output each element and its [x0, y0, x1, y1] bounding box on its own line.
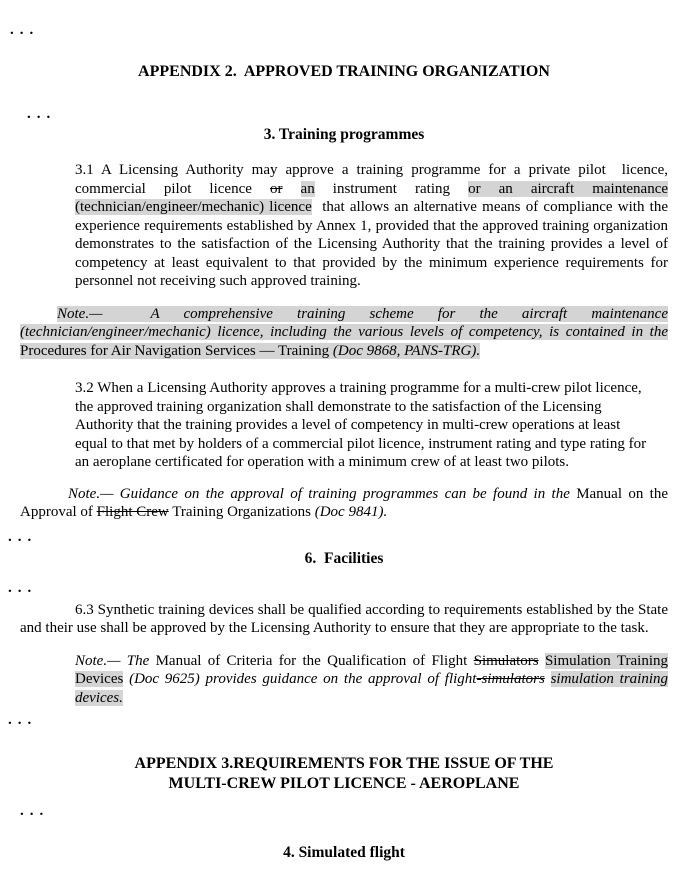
inserted-text-run: Simulation Training Devices — [75, 652, 668, 687]
paragraph-3-1 — [75, 161, 668, 291]
deleted-text-run: Simulators — [473, 652, 539, 669]
heading-simulated-flight: 4. Simulated flight — [283, 844, 405, 861]
text-run — [545, 671, 551, 687]
text-run: 3.1 A Licensing Authority may approve a training programme for a private pilot licence, commercial pilot licence — [75, 162, 668, 197]
deleted-text-run: or — [269, 180, 283, 197]
doc-title-run: Manual on the Approval of — [20, 485, 668, 520]
paragraph-3-2 — [75, 379, 654, 472]
note-text-run: (Doc 9625) provides guidance on the approval of flight — [123, 671, 477, 687]
heading-facilities: 6. Facilities — [304, 549, 384, 567]
inserted-text-run: simulation training devices. — [75, 671, 668, 706]
ellipsis-1: ... — [10, 22, 40, 38]
doc-ref-run: (Doc 9841). — [314, 504, 388, 520]
note-text-run: Note.— The — [75, 652, 156, 669]
ellipsis-5: ... — [8, 712, 38, 728]
note-3-2 — [20, 485, 668, 522]
note-text-run: Note.— A comprehensive training scheme for the aircraft maintenance (technician/engineer/mechanic) licence, including the various levels of competency, is contained in the — [20, 305, 668, 340]
deleted-text-run: Flight Crew — [96, 504, 169, 520]
text-run: 6.3 Synthetic training devices shall be qualified according to requirements established by the State and their use shall be approved by the Licensing Authority to ensure that they are appropriate to the task. — [20, 601, 668, 636]
doc-title-run: Procedures for Air Navigation Services — Training — [20, 342, 333, 359]
ellipsis-3: ... — [8, 528, 38, 545]
inserted-text-run: an — [300, 180, 315, 197]
inserted-text-run: or an aircraft maintenance (technician/engineer/mechanic) licence — [75, 180, 669, 215]
ellipsis-2: ... — [27, 106, 57, 122]
text-run: that allows an alternative means of compliance with the experience requirements established by Annex 1, provided that the approved training organization demonstrates to the satisfaction of the Licensing Authority that the training provides a level of competency at least equivalent to that provided by the minimum experience requirements for personnel not receiving such approved training. — [75, 199, 668, 289]
text-run: instrument rating — [314, 180, 469, 197]
deleted-text-run: -simulators — [476, 671, 545, 687]
text-run: 3.2 When a Licensing Authority approves a training programme for a multi-crew pilot licence, the approved training organization shall demonstrate to the satisfaction of the Licensing Authority that the training provides a level of competency in multi-crew operations at least equal to that met by holders of a commercial pilot licence, instrument rating and type rating for an aeroplane certificated for operation with a minimum crew of at least two pilots. — [75, 380, 647, 470]
ellipsis-4: ... — [8, 579, 38, 596]
doc-title-run: Training Organizations — [168, 504, 315, 520]
note-6-3 — [75, 652, 668, 708]
heading-appendix-2: APPENDIX 2. APPROVED TRAINING ORGANIZATION — [138, 63, 550, 80]
ellipsis-6: ... — [20, 803, 50, 819]
doc-ref-run: (Doc 9868, PANS-TRG). — [332, 342, 481, 359]
heading-training-programmes: 3. Training programmes — [263, 126, 425, 143]
heading-appendix-3-line1: APPENDIX 3.REQUIREMENTS FOR THE ISSUE OF THE — [134, 755, 554, 772]
doc-title-run: Manual of Criteria for the Qualification of Flight — [155, 652, 474, 669]
paragraph-6-3 — [20, 601, 668, 638]
note-text-run: Note.— Guidance on the approval of training programmes can be found in the — [68, 485, 577, 502]
heading-appendix-3 — [20, 754, 668, 794]
heading-appendix-3-line2: MULTI-CREW PILOT LICENCE - AEROPLANE — [168, 775, 520, 792]
text-run — [282, 181, 300, 197]
note-3-1 — [20, 305, 668, 361]
